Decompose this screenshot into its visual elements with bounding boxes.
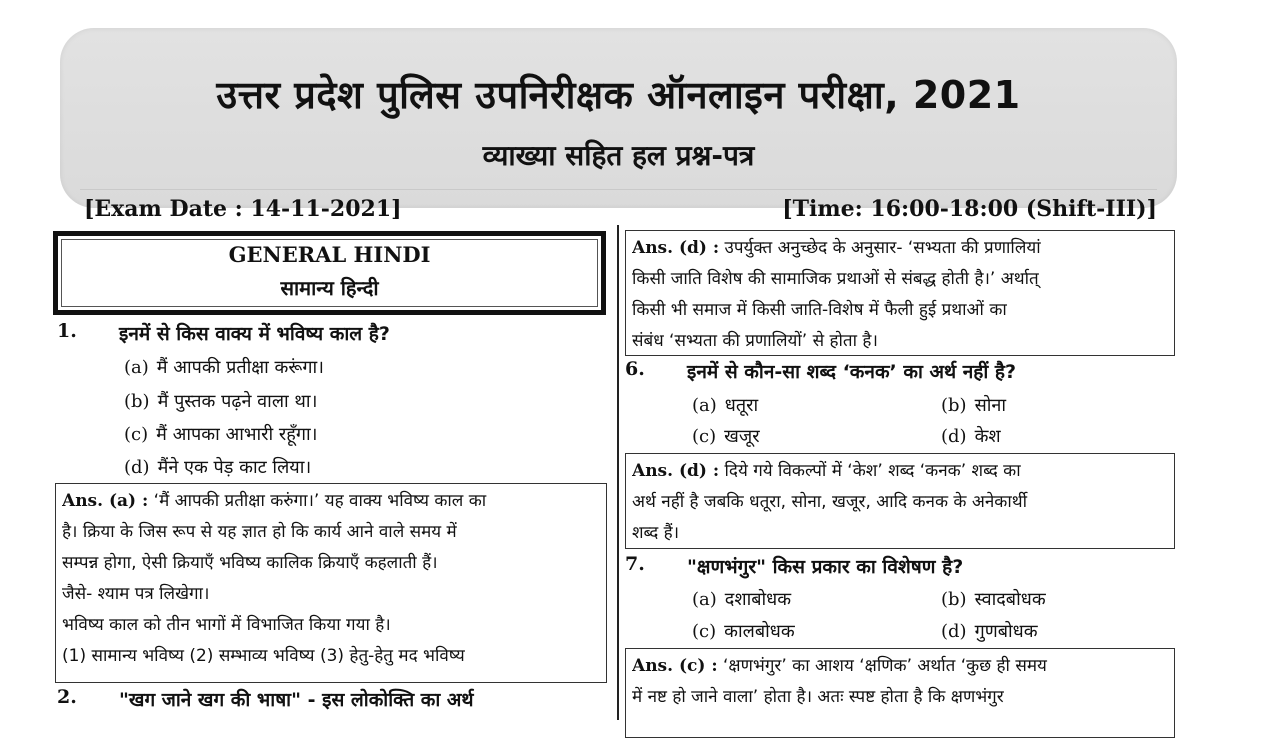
- answer-box-q6: Ans. (d) : दिये गये विकल्पों में ‘केश’ शब्द ‘कनक’ शब्द का अर्थ नहीं है जबकि धतूरा, सोना, खजूर, आदि कनक के अनेकार्थी शब्द हैं।: [625, 453, 1175, 549]
- header-divider: [80, 189, 1157, 190]
- answer-tag: Ans. (a) :: [62, 491, 149, 511]
- exam-date: [Exam Date : 14-11-2021]: [84, 196, 402, 222]
- option-b: (b) मैं पुस्तक पढ़ने वाला था।: [124, 391, 318, 412]
- question-number: 6.: [625, 358, 645, 380]
- option-d: (d) केश: [941, 426, 1001, 447]
- question-text: इनमें से कौन-सा शब्द ‘कनक’ का अर्थ नहीं है?: [687, 361, 1017, 383]
- option-a: (a) मैं आपकी प्रतीक्षा करूंगा।: [124, 357, 324, 378]
- option-b: (b) सोना: [941, 395, 1007, 416]
- question-number: 1.: [57, 320, 77, 342]
- answer-box-q1: Ans. (a) : ‘मैं आपकी प्रतीक्षा करुंगा।’ यह वाक्य भविष्य काल का है। क्रिया के जिस रूप से यह ज्ञात हो कि कार्य आने वाले समय में सम्पन्न होगा, ऐसी क्रियाएँ भविष्य कालिक क्रियाएँ कहलाती हैं। जैसे- श्याम पत्र लिखेगा। भविष्य काल को तीन भागों में विभाजित किया गया है। (1) सामान्य भविष्य (2) सम्भाव्य भविष्य (3) हेतु-हेतु मद भविष्य: [55, 483, 607, 683]
- exam-title: उत्तर प्रदेश पुलिस उपनिरीक्षक ऑनलाइन परीक्षा, 2021: [216, 73, 1021, 117]
- section-title-hindi: सामान्य हिन्दी: [280, 276, 379, 300]
- answer-box-q5: Ans. (d) : उपर्युक्त अनुच्छेद के अनुसार- ‘सभ्यता की प्रणालियां किसी जाति विशेष की सामाजिक प्रथाओं से संबद्ध होती है।’ अर्थात् किसी भी समाज में किसी जाति-विशेष में फैली हुई प्रथाओं का संबंध ‘सभ्यता की प्रणालियों’ से होता है।: [625, 230, 1175, 356]
- exam-time: [Time: 16:00-18:00 (Shift-III)]: [782, 196, 1157, 222]
- answer-tag: Ans. (d) :: [632, 461, 720, 481]
- answer-box-q7: Ans. (c) : ‘क्षणभंगुर’ का आशय ‘क्षणिक’ अर्थात ‘कुछ ही समय में नष्ट हो जाने वाला’ होता है। अतः स्पष्ट होता है कि क्षणभंगुर: [625, 648, 1175, 738]
- option-c: (c) कालबोधक: [692, 621, 795, 642]
- option-d: (d) मैंने एक पेड़ काट लिया।: [124, 457, 312, 478]
- option-c: (c) मैं आपका आभारी रहूँगा।: [124, 424, 318, 445]
- answer-tag: Ans. (d) :: [632, 238, 720, 258]
- question-text: "खग जाने खग की भाषा" - इस लोकोक्ति का अर्थ: [119, 689, 474, 711]
- column-divider: [617, 225, 619, 720]
- option-d: (d) गुणबोधक: [941, 621, 1038, 642]
- question-number: 2.: [57, 686, 77, 708]
- exam-subtitle: व्याख्या सहित हल प्रश्न-पत्र: [482, 139, 755, 172]
- section-heading-box: [53, 231, 606, 315]
- question-number: 7.: [625, 553, 645, 575]
- exam-header-banner: [60, 28, 1177, 222]
- option-a: (a) धतूरा: [692, 395, 759, 416]
- answer-tag: Ans. (c) :: [632, 656, 718, 676]
- option-b: (b) स्वादबोधक: [941, 589, 1046, 610]
- section-title-english: GENERAL HINDI: [228, 242, 431, 267]
- option-c: (c) खजूर: [692, 426, 760, 447]
- option-a: (a) दशाबोधक: [692, 589, 792, 610]
- question-text: इनमें से किस वाक्य में भविष्य काल है?: [119, 323, 390, 345]
- question-text: "क्षणभंगुर" किस प्रकार का विशेषण है?: [687, 556, 964, 578]
